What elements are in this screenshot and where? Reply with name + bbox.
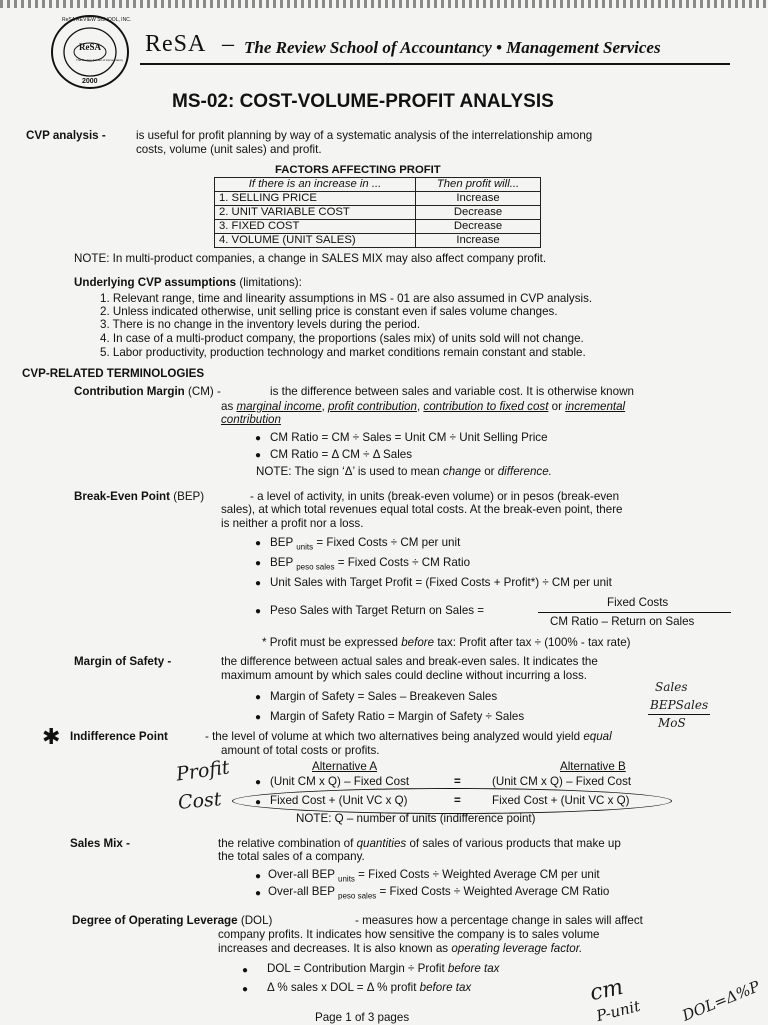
hand-per-unit: P-unit (594, 996, 643, 1025)
brand-dash: – (222, 31, 234, 57)
dol-formula-2 (267, 981, 471, 994)
bep-def-line1: - a level of activity, in units (break-even volume) or in pesos (break-even (250, 490, 620, 503)
dol-f1-before: before tax (447, 962, 500, 975)
hand-dol-note: DOL=Δ%P (679, 977, 763, 1025)
indiff-row1-a: (Unit CM x Q) – Fixed Cost (270, 775, 410, 788)
table-cell: Decrease (416, 220, 541, 234)
salesmix-formula-1 (268, 868, 600, 883)
top-edge (0, 0, 768, 8)
hand-sales: Sales (655, 680, 688, 694)
cm-term-line (74, 385, 221, 398)
note-sales-mix: NOTE: In multi-product companies, a change in SALES MIX may also affect company profit. (74, 252, 547, 265)
bullet: ● (255, 538, 262, 549)
bullet: ● (255, 433, 262, 444)
table-row (215, 192, 541, 206)
bep-footnote-text: * Profit must be expressed (262, 636, 398, 649)
bep-footnote-post: tax: Profit after tax ÷ (100% - tax rate) (437, 636, 631, 649)
cvp-term: CVP analysis - (26, 129, 106, 142)
dol-def-line3 (218, 942, 582, 955)
cm-note-or: or (484, 465, 495, 478)
bep-f1-rhs: = Fixed Costs ÷ CM per unit (316, 536, 461, 549)
dol-formula-1 (267, 962, 499, 975)
salesmix-f1-label: Over-all BEP (268, 868, 335, 881)
dol-def-line2: company profits. It indicates how sensitive the company is to sales volume (218, 928, 600, 941)
table-cell: Increase (416, 234, 541, 248)
cvp-def-line1: is useful for profit planning by way of a systematic analysis of the interrelationship among (136, 129, 593, 142)
bullet: ● (255, 692, 262, 703)
table-cell: Increase (416, 192, 541, 206)
bep-formula-4-lhs: Peso Sales with Target Return on Sales = (270, 604, 485, 617)
indiff-def-line2: amount of total costs or profits. (221, 744, 380, 757)
brand-tagline: The Review School of Accountancy • Management Services (244, 38, 661, 57)
cm-note (256, 465, 552, 478)
cm-syn-fixed: contribution to fixed cost (423, 400, 549, 413)
bep-def-line2: sales), at which total revenues equal total costs. At the break-even point, there (221, 503, 623, 516)
bep-term: Break-Even Point (74, 490, 170, 503)
bep-f2-rhs: = Fixed Costs ÷ CM Ratio (337, 556, 471, 569)
factors-header-cause: If there is an increase in ... (215, 178, 416, 192)
salesmix-f2-rhs: = Fixed Costs ÷ Weighted Average CM Ratio (379, 885, 610, 898)
brand-name: ReSA (145, 31, 207, 57)
bullet: ● (242, 984, 249, 995)
hand-profit: Profit (174, 756, 231, 786)
cm-formula-2: CM Ratio = Δ CM ÷ Δ Sales (270, 448, 413, 461)
salesmix-term: Sales Mix - (70, 837, 130, 850)
bullet: ● (255, 578, 262, 589)
hand-underline (648, 714, 710, 715)
bullet: ● (242, 965, 249, 976)
indiff-term: Indifference Point (70, 730, 168, 743)
bep-formula-2 (270, 556, 470, 571)
assumptions-heading-suffix: (limitations): (239, 276, 302, 289)
cm-formula-1: CM Ratio = CM ÷ Sales = Unit CM ÷ Unit Selling Price (270, 431, 548, 444)
salesmix-f2-sub: peso sales (338, 891, 377, 901)
factors-table (214, 177, 541, 248)
logo-inner-text: The Review School of Accountancy (76, 58, 124, 62)
hand-mos: MoS (658, 716, 686, 730)
star-mark: ✱ (42, 724, 61, 749)
bep-abbr: (BEP) (173, 490, 205, 503)
hand-bep-sales: BEPSales (650, 698, 709, 712)
cm-note-difference: difference. (497, 465, 552, 478)
assumptions-heading (74, 276, 302, 289)
table-cell: 2. UNIT VARIABLE COST (215, 206, 416, 220)
mos-formula-1: Margin of Safety = Sales – Breakeven Sales (270, 690, 498, 703)
salesmix-f2-label: Over-all BEP (268, 885, 335, 898)
salesmix-f1-rhs: = Fixed Costs ÷ Weighted Average CM per unit (358, 868, 600, 881)
table-cell: 4. VOLUME (UNIT SALES) (215, 234, 416, 248)
bullet: ● (255, 450, 262, 461)
mos-def-line2: maximum amount by which sales could decline without incurring a loss. (221, 669, 588, 682)
indiff-def-line1 (205, 730, 612, 743)
bullet: ● (255, 777, 262, 788)
terminologies-heading: CVP-RELATED TERMINOLOGIES (22, 367, 205, 380)
indiff-row2-eq: = (454, 794, 461, 807)
cm-syn-marginal: marginal income (236, 400, 322, 413)
cm-syn-profit: profit contribution (328, 400, 417, 413)
dol-def-text: increases and decreases. It is also known as (218, 942, 449, 955)
indiff-note: NOTE: Q – number of units (indifference point) (296, 812, 536, 825)
bullet: ● (255, 606, 262, 617)
list-item: 1. Relevant range, time and linearity assumptions in MS - 01 are also assumed in CVP analysis. (100, 292, 593, 305)
bep-def-line3: is neither a profit nor a loss. (221, 517, 364, 530)
list-item: 2. Unless indicated otherwise, unit selling price is constant even if sales volume changes. (100, 305, 558, 318)
cm-def-line2: as marginal income, profit contribution, contribution to fixed cost or incremental (221, 400, 626, 413)
dol-f2-text: Δ % sales x DOL = Δ % profit (267, 981, 417, 994)
indiff-row2-b: Fixed Cost + (Unit VC x Q) (492, 794, 630, 807)
cvp-def-line2: costs, volume (unit sales) and profit. (136, 143, 322, 156)
cm-syn-contribution: contribution (221, 413, 281, 426)
table-row (215, 220, 541, 234)
indiff-def-text: - the level of volume at which two alternatives being analyzed would yield (205, 730, 581, 743)
bep-term-line (74, 490, 204, 503)
cm-note-text: NOTE: The sign ‘Δ’ is used to mean (256, 465, 440, 478)
table-row (215, 234, 541, 248)
table-cell: 3. FIXED COST (215, 220, 416, 234)
salesmix-def-line2: the total sales of a company. (218, 850, 365, 863)
assumptions-heading-text: Underlying CVP assumptions (74, 276, 237, 289)
dol-def-term: operating leverage factor. (451, 942, 583, 955)
salesmix-def-post: of sales of various products that make up (409, 837, 621, 850)
bep-f2-label: BEP (270, 556, 293, 569)
dol-f1-text: DOL = Contribution Margin ÷ Profit (267, 962, 445, 975)
cm-as: as (221, 400, 234, 413)
salesmix-def-quantities: quantities (356, 837, 407, 850)
table-row (215, 206, 541, 220)
bullet: ● (255, 797, 262, 808)
bep-formula-3: Unit Sales with Target Profit = (Fixed Costs + Profit*) ÷ CM per unit (270, 576, 612, 589)
fraction-bar (538, 612, 731, 613)
salesmix-formula-2 (268, 885, 609, 900)
cm-def-line1: is the difference between sales and variable cost. It is otherwise known (270, 385, 634, 398)
bullet: ● (255, 558, 262, 569)
bep-footnote-before: before (401, 636, 435, 649)
dol-term: Degree of Operating Leverage (72, 914, 238, 927)
factors-caption: FACTORS AFFECTING PROFIT (275, 164, 441, 176)
mos-def-line1: the difference between actual sales and break-even sales. It indicates the (221, 655, 598, 668)
list-item: 5. Labor productivity, production technology and market conditions remain constant and stable. (100, 346, 586, 359)
dol-def-line1: - measures how a percentage change in sales will affect (355, 914, 643, 927)
bep-formula-4-num: Fixed Costs (607, 596, 669, 609)
salesmix-def-line1 (218, 837, 621, 850)
resa-logo (50, 14, 130, 93)
bep-formula-1 (270, 536, 460, 551)
factors-header-effect: Then profit will... (416, 178, 541, 192)
cm-or: or (551, 400, 562, 413)
dol-term-line (72, 914, 272, 927)
dol-abbr: (DOL) (240, 914, 273, 927)
indiff-row1-b: (Unit CM x Q) – Fixed Cost (492, 775, 632, 788)
bullet: ● (255, 871, 262, 882)
logo-ring-text: ReSA REVIEW SCHOOL, INC. (62, 17, 132, 23)
logo-text: ReSA (79, 42, 101, 52)
mos-formula-2: Margin of Safety Ratio = Margin of Safety ÷ Sales (270, 710, 525, 723)
list-item: 4. In case of a multi-product company, the proportions (sales mix) of units sold will not change. (100, 332, 584, 345)
salesmix-f1-sub: units (338, 874, 355, 884)
bullet: ● (255, 888, 262, 899)
cm-syn-incremental: incremental (565, 400, 626, 413)
cm-term: Contribution Margin (74, 385, 185, 398)
logo-year: 2000 (82, 78, 98, 85)
salesmix-def-text: the relative combination of (218, 837, 354, 850)
bep-f1-sub: units (296, 542, 314, 552)
hand-cost: Cost (177, 788, 223, 814)
indiff-row2-a: Fixed Cost + (Unit VC x Q) (270, 794, 408, 807)
page-title: MS-02: COST-VOLUME-PROFIT ANALYSIS (172, 91, 554, 112)
bep-f1-label: BEP (270, 536, 293, 549)
bep-footnote (262, 636, 631, 649)
dol-f2-before: before tax (419, 981, 472, 994)
page-footer: Page 1 of 3 pages (315, 1011, 410, 1024)
table-cell: 1. SELLING PRICE (215, 192, 416, 206)
indiff-def-equal: equal (583, 730, 612, 743)
mos-term: Margin of Safety - (74, 655, 172, 668)
cm-note-change: change (442, 465, 481, 478)
list-item: 3. There is no change in the inventory levels during the period. (100, 318, 421, 331)
indiff-alt-b: Alternative B (560, 760, 626, 773)
bullet: ● (255, 712, 262, 723)
table-cell: Decrease (416, 206, 541, 220)
bep-formula-4-den: CM Ratio – Return on Sales (550, 615, 695, 628)
indiff-alt-a: Alternative A (312, 760, 378, 773)
hand-cm: cm (587, 974, 626, 1007)
bep-f2-sub: peso sales (296, 562, 335, 572)
cm-abbr: (CM) - (188, 385, 221, 398)
header-rule (140, 63, 730, 65)
indiff-row1-eq: = (454, 775, 461, 788)
